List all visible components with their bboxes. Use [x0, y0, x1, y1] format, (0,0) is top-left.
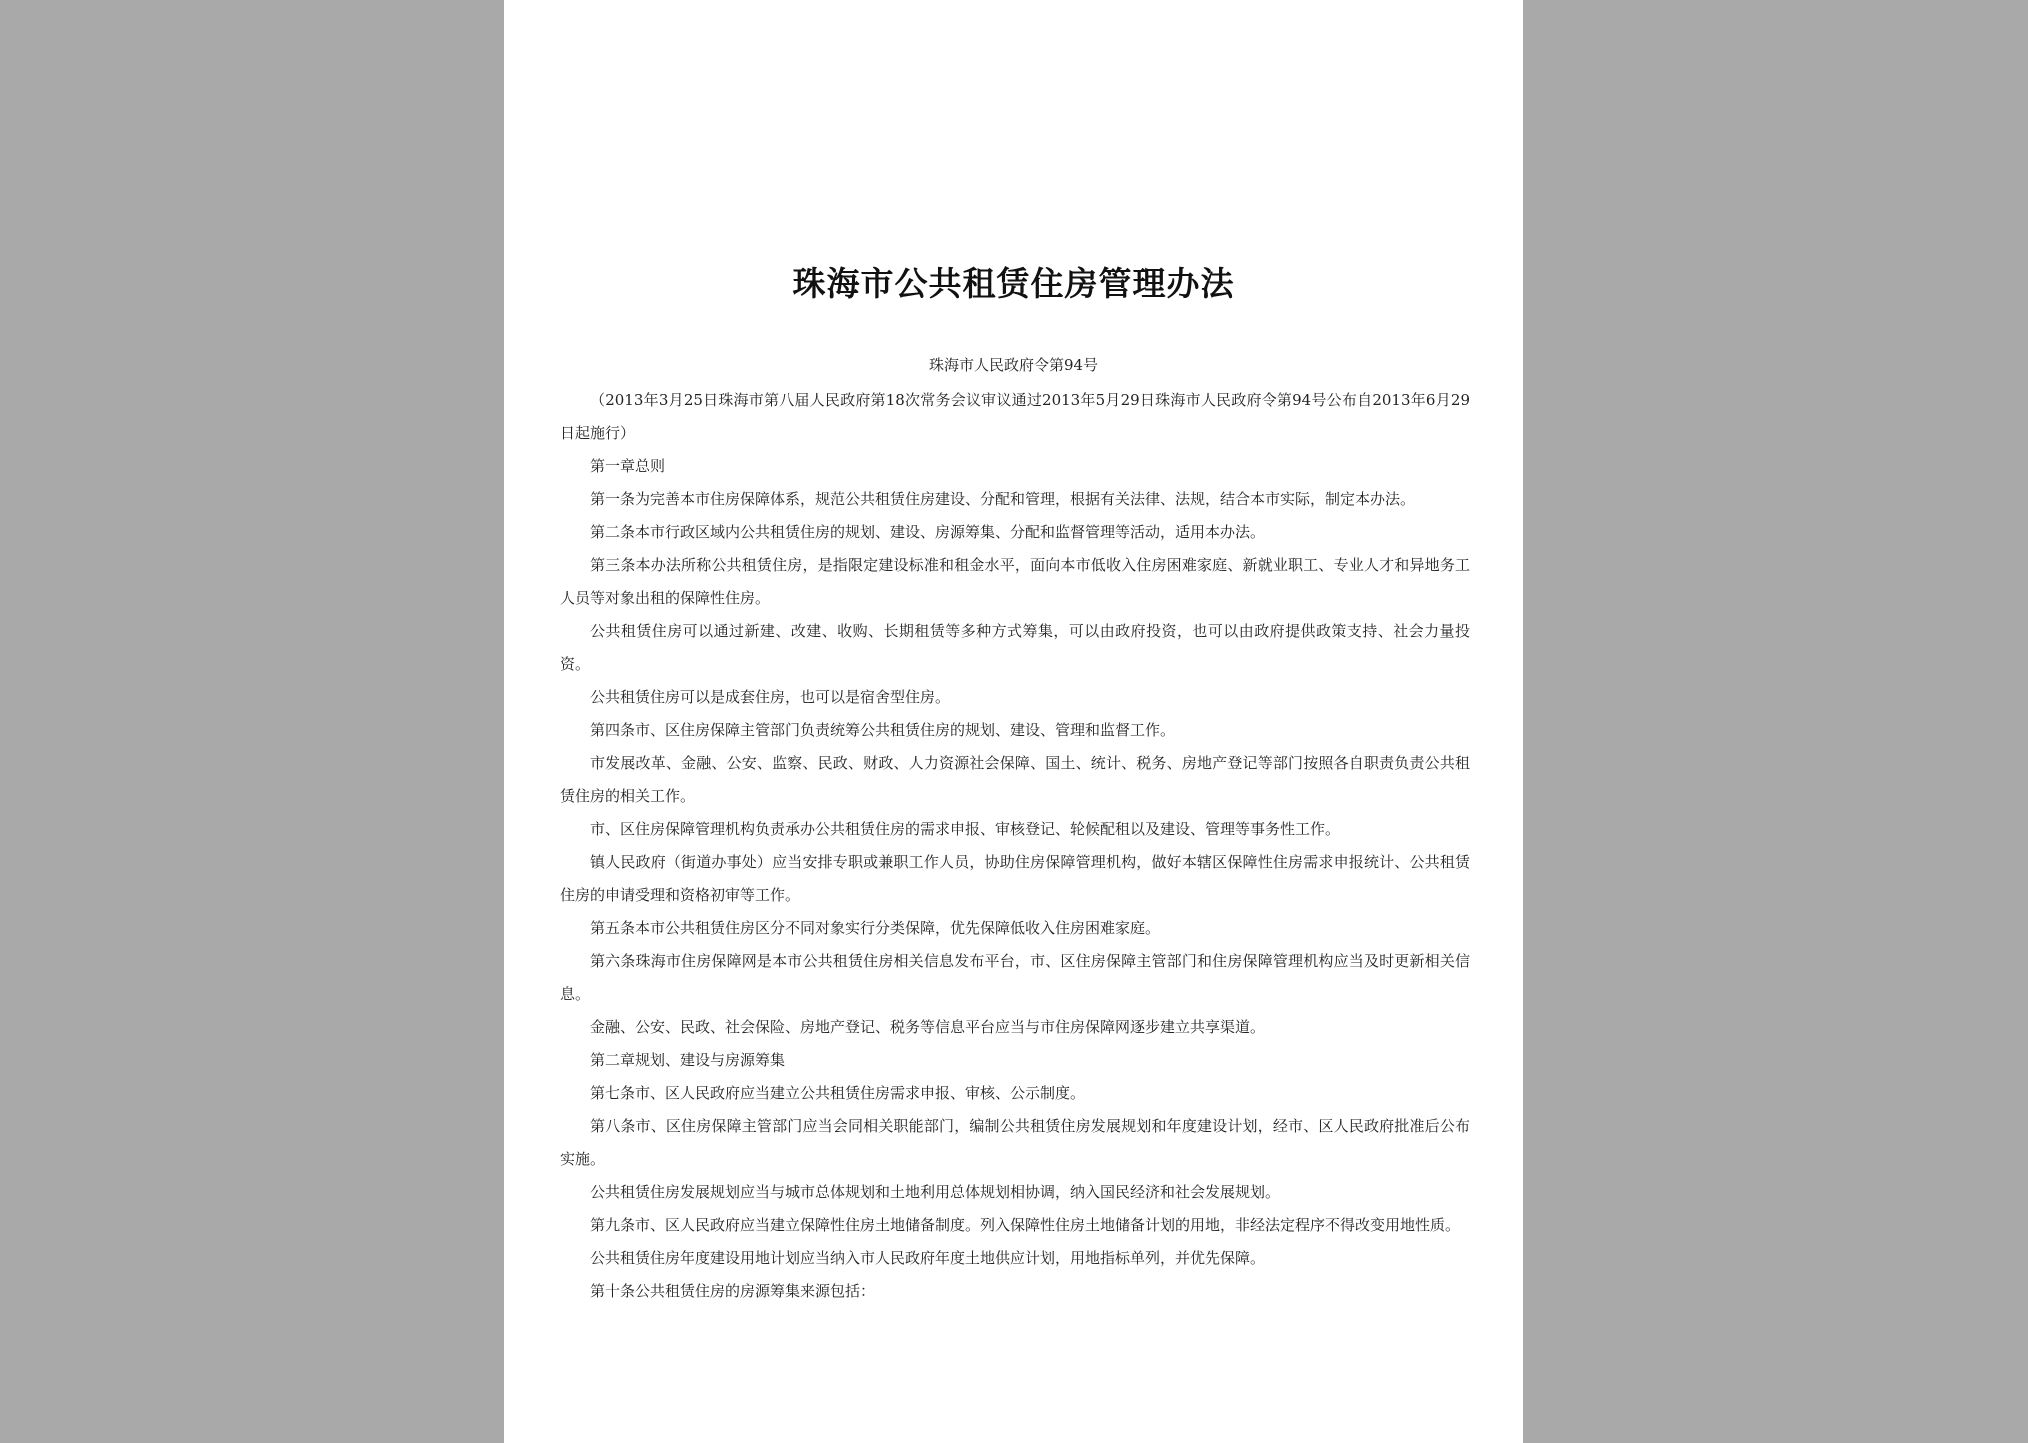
paragraph: 第六条珠海市住房保障网是本市公共租赁住房相关信息发布平台，市、区住房保障主管部门和住房保障管理机构应当及时更新相关信息。 — [560, 952, 1470, 1003]
paragraph: 金融、公安、民政、社会保险、房地产登记、税务等信息平台应当与市住房保障网逐步建立共享渠道。 — [590, 1018, 1266, 1036]
paragraph: 公共租赁住房年度建设用地计划应当纳入市人民政府年度土地供应计划，用地指标单列，并优先保障。 — [590, 1249, 1266, 1267]
paragraph: 第五条本市公共租赁住房区分不同对象实行分类保障，优先保障低收入住房困难家庭。 — [590, 919, 1161, 937]
paragraph: 第四条市、区住房保障主管部门负责统筹公共租赁住房的规划、建设、管理和监督工作。 — [590, 721, 1176, 739]
paragraph: 第一条为完善本市住房保障体系，规范公共租赁住房建设、分配和管理，根据有关法律、法规，结合本市实际，制定本办法。 — [590, 490, 1416, 508]
paragraph: 第二条本市行政区域内公共租赁住房的规划、建设、房源筹集、分配和监督管理等活动，适用本办法。 — [590, 523, 1266, 541]
paragraph: 市、区住房保障管理机构负责承办公共租赁住房的需求申报、审核登记、轮候配租以及建设、管理等事务性工作。 — [590, 820, 1341, 838]
paragraph: 第八条市、区住房保障主管部门应当会同相关职能部门，编制公共租赁住房发展规划和年度建设计划，经市、区人民政府批准后公布实施。 — [560, 1117, 1470, 1168]
document-body — [560, 384, 1470, 1308]
paragraph: （2013年3月25日珠海市第八届人民政府第18次常务会议审议通过2013年5月29日珠海市人民政府令第94号公布自2013年6月29日起施行） — [560, 391, 1470, 442]
paragraph: 第十条公共租赁住房的房源筹集来源包括： — [590, 1282, 876, 1300]
decree-number: 珠海市人民政府令第94号 — [928, 356, 1099, 374]
paragraph: 公共租赁住房可以通过新建、改建、收购、长期租赁等多种方式筹集，可以由政府投资，也可以由政府提供政策支持、社会力量投资。 — [560, 622, 1470, 673]
paragraph: 镇人民政府（街道办事处）应当安排专职或兼职工作人员，协助住房保障管理机构，做好本辖区保障性住房需求申报统计、公共租赁住房的申请受理和资格初审等工作。 — [560, 853, 1470, 904]
paragraph: 市发展改革、金融、公安、监察、民政、财政、人力资源社会保障、国土、统计、税务、房地产登记等部门按照各自职责负责公共租赁住房的相关工作。 — [560, 754, 1470, 805]
document-title: 珠海市公共租赁住房管理办法 — [792, 264, 1235, 303]
document-page — [504, 0, 1523, 1443]
paragraph: 公共租赁住房发展规划应当与城市总体规划和土地利用总体规划相协调，纳入国民经济和社会发展规划。 — [590, 1183, 1281, 1201]
paragraph: 第三条本办法所称公共租赁住房，是指限定建设标准和租金水平，面向本市低收入住房困难家庭、新就业职工、专业人才和异地务工人员等对象出租的保障性住房。 — [560, 556, 1470, 607]
paragraph: 公共租赁住房可以是成套住房，也可以是宿舍型住房。 — [590, 688, 951, 706]
paragraph: 第九条市、区人民政府应当建立保障性住房土地储备制度。列入保障性住房土地储备计划的用地，非经法定程序不得改变用地性质。 — [590, 1216, 1461, 1234]
chapter-heading: 第一章总则 — [590, 457, 666, 475]
paragraph: 第七条市、区人民政府应当建立公共租赁住房需求申报、审核、公示制度。 — [590, 1084, 1086, 1102]
chapter-heading: 第二章规划、建设与房源筹集 — [590, 1051, 786, 1069]
